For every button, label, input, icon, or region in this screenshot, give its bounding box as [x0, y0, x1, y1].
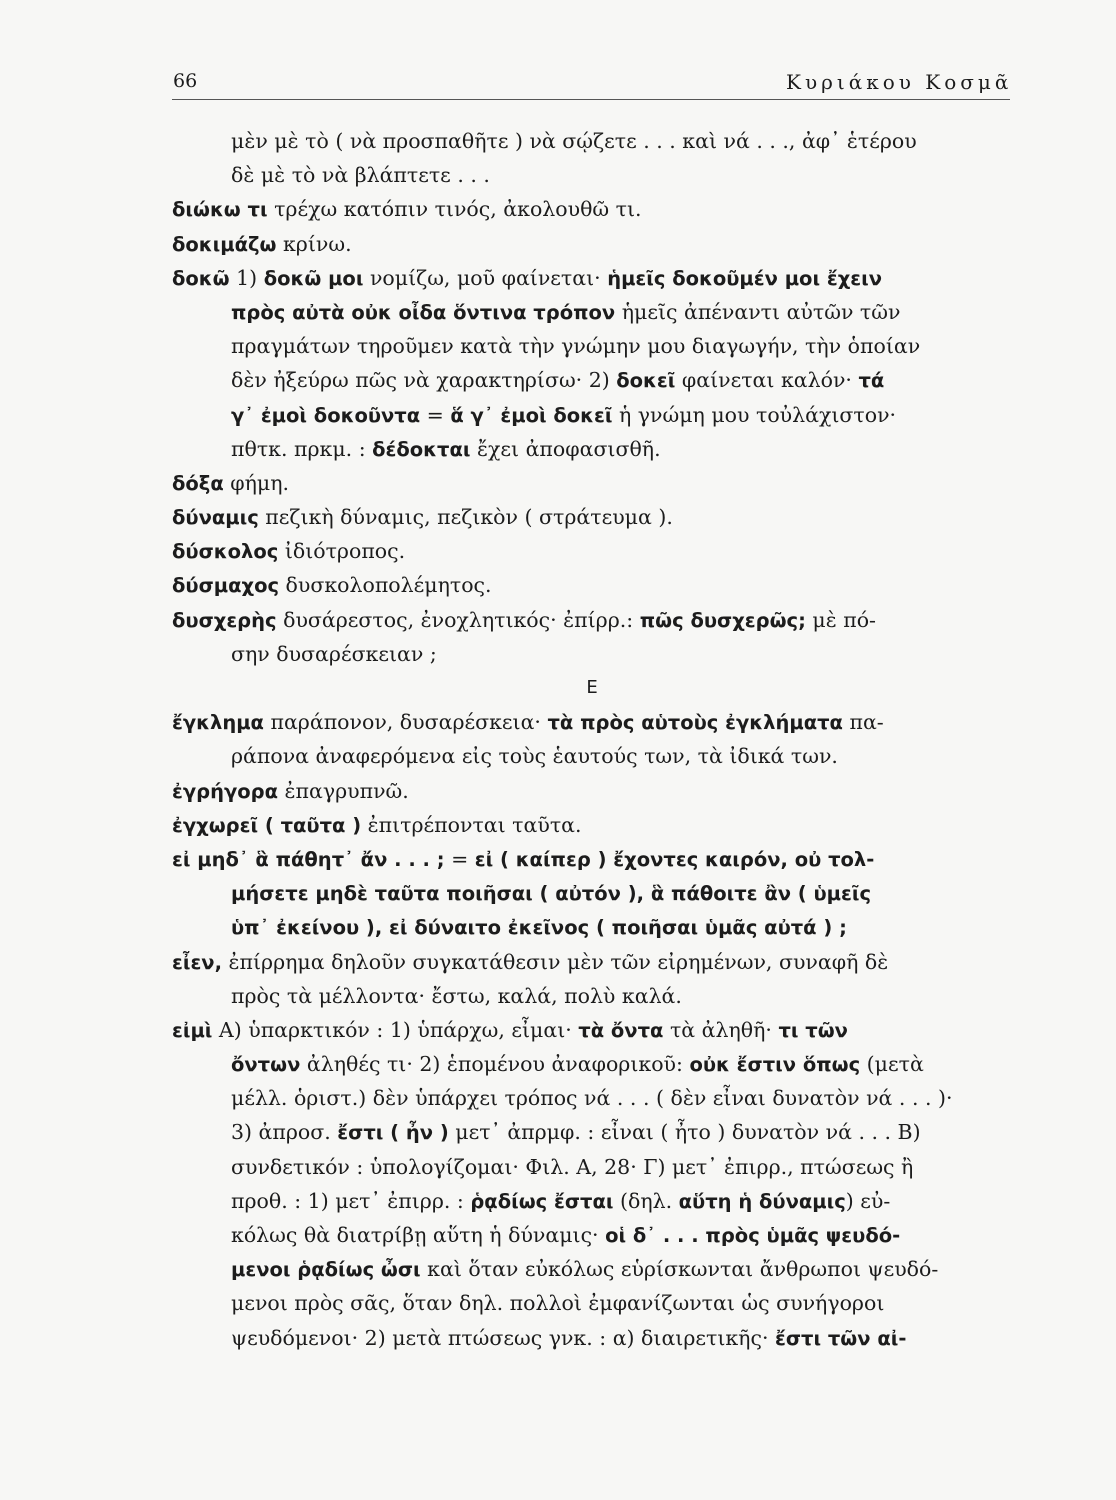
text-line: [172, 876, 1012, 910]
text-line: [172, 1047, 1012, 1081]
gloss-text: =: [444, 846, 475, 871]
phrase: αὕτη ἡ δύναμις: [678, 1189, 846, 1213]
text-line: [172, 1252, 1012, 1286]
phrase: ἡμεῖς δοκοῦμέν μοι ἔχειν: [607, 266, 883, 290]
text-line: [172, 466, 1012, 500]
page-number: 66: [173, 70, 198, 92]
text-line: [172, 979, 1012, 1013]
text-line: [172, 671, 1012, 705]
gloss-text: μετ᾽ ἀπρμφ. : εἶναι ( ἦτο ) δυνατὸν νά . . . Β): [448, 1120, 921, 1145]
gloss-text: πα-: [842, 710, 884, 735]
gloss-text: ράπονα ἀναφερόμενα εἰς τοὺς ἑαυτούς των, τὰ ἰδικά των.: [231, 744, 838, 769]
headword: δύναμις: [172, 506, 259, 530]
phrase: δέδοκται: [372, 437, 471, 461]
gloss-text: πραγμάτων τηροῦμεν κατὰ τὴν γνώμην μου διαγωγήν, τὴν ὁποίαν: [231, 334, 921, 359]
phrase: δοκεῖ: [616, 369, 676, 393]
phrase: πρὸς αὐτὰ οὐκ οἶδα ὅντινα τρόπον: [231, 300, 616, 324]
phrase: ὄντων: [231, 1053, 301, 1077]
gloss-text: δυσάρεστος, ἐνοχλητικός· ἐπίρρ.:: [276, 607, 640, 632]
gloss-text: φαίνεται καλόν·: [675, 368, 859, 393]
gloss-text: ἐπίρρημα δηλοῦν συγκατάθεσιν μὲν τῶν εἰρημένων, συναφῆ δὲ: [222, 949, 889, 974]
phrase: οὐκ ἔστιν ὅπως: [689, 1053, 861, 1077]
text-line: [172, 603, 1012, 637]
text-line: [172, 329, 1012, 363]
phrase: δοκῶ μοι: [263, 266, 364, 290]
gloss-text: πεζικὴ δύναμις, πεζικὸν ( στράτευμα ).: [258, 505, 673, 530]
headword: δόξα: [172, 471, 224, 495]
text-line: [172, 500, 1012, 534]
headword: ἐγχωρεῖ ( ταῦτα ): [172, 813, 362, 837]
gloss-text: πθτκ. πρκμ. :: [231, 436, 373, 461]
gloss-text: μὲ πό-: [805, 607, 876, 632]
text-line: [172, 295, 1012, 329]
text-line: [172, 808, 1012, 842]
text-line: [172, 1286, 1012, 1320]
header-rule: [172, 99, 1010, 100]
text-line: [172, 1150, 1012, 1184]
gloss-text: προθ. : 1) μετ᾽ ἐπιρρ. :: [231, 1188, 471, 1213]
gloss-text: καὶ ὅταν εὐκόλως εὑρίσκωνται ἄνθρωποι ψευδό-: [420, 1257, 939, 1282]
gloss-text: 1): [229, 265, 264, 290]
gloss-text: ἀληθές τι· 2) ἑπομένου ἀναφορικοῦ:: [300, 1052, 690, 1077]
text-line: [172, 1184, 1012, 1218]
headword: εἰμὶ: [172, 1018, 213, 1042]
gloss-text: ) εὐ-: [845, 1188, 891, 1213]
phrase: ὑπ᾽ ἐκείνου ), εἰ δύναιτο ἐκεῖνος ( ποιῆσαι ὑμᾶς αὐτά ) ;: [231, 916, 847, 940]
headword: εἶεν,: [172, 950, 222, 974]
gloss-text: συνδετικόν : ὑπολογίζομαι· Φιλ. Α, 28· Γ) μετ᾽ ἐπιρρ., πτώσεως ἢ: [231, 1154, 914, 1179]
headword: δοκῶ: [172, 266, 230, 290]
section-letter: Ε: [586, 677, 598, 698]
gloss-text: ἰδιότροπος.: [278, 539, 406, 564]
phrase: μενοι ῥᾳδίως ὦσι: [231, 1258, 421, 1282]
gloss-text: σην δυσαρέσκειαν ;: [231, 641, 437, 666]
text-line: [172, 568, 1012, 602]
headword: δοκιμάζω: [172, 232, 277, 256]
headword: δυσχερὴς: [172, 608, 277, 632]
gloss-text: (μετὰ: [860, 1052, 924, 1077]
gloss-text: κόλως θὰ διατρίβῃ αὕτη ἡ δύναμις·: [231, 1223, 606, 1247]
text-line: [172, 398, 1012, 432]
text-line: [172, 124, 1012, 158]
running-title: Κυριάκου Κοσμᾶ: [786, 70, 1013, 94]
gloss-text: Α) ὑπαρκτικόν : 1) ὑπάρχω, εἶμαι·: [212, 1017, 579, 1042]
text-line: [172, 637, 1012, 671]
gloss-text: δὲν ἠξεύρω πῶς νὰ χαρακτηρίσω· 2): [231, 368, 617, 393]
phrase: γ᾽ ἐμοὶ δοκοῦντα: [231, 403, 421, 427]
text-line: [172, 739, 1012, 773]
gloss-text: τρέχω κατόπιν τινός, ἀκολουθῶ τι.: [267, 197, 642, 222]
gloss-text: νομίζω, μοῦ φαίνεται·: [363, 265, 608, 290]
gloss-text: κρίνω.: [276, 231, 352, 256]
gloss-text: παράπονον, δυσαρέσκεια·: [263, 710, 548, 735]
headword: δύσκολος: [172, 540, 279, 564]
gloss-text: πρὸς τὰ μέλλοντα· ἔστω, καλά, πολὺ καλά.: [231, 983, 682, 1008]
text-line: [172, 432, 1012, 466]
gloss-text: φήμη.: [223, 470, 289, 495]
text-line: [172, 705, 1012, 739]
phrase: εἰ ( καίπερ ) ἔχοντες καιρόν, οὐ τολ-: [474, 847, 875, 871]
text-line: [172, 192, 1012, 226]
text-line: [172, 534, 1012, 568]
glossary-body: [172, 124, 1012, 1355]
text-line: [172, 1218, 1012, 1252]
gloss-text: δὲ μὲ τὸ νὰ βλάπτετε . . .: [231, 163, 490, 188]
gloss-text: μὲν μὲ τὸ ( νὰ προσπαθῆτε ) νὰ σῴζετε . . . καὶ νά . . ., ἀφ᾽ ἑτέρου: [231, 129, 917, 153]
text-line: [172, 363, 1012, 397]
gloss-text: ἐπιτρέπονται ταῦτα.: [361, 812, 582, 837]
phrase: μήσετε μηδὲ ταῦτα ποιῆσαι ( αὐτόν ), ἃ πάθοιτε ἂν ( ὑμεῖς: [231, 882, 872, 906]
text-line: [172, 1013, 1012, 1047]
headword: εἰ μηδ᾽ ἃ πάθητ᾽ ἄν . . . ;: [172, 847, 445, 871]
phrase: οἱ δ᾽ . . . πρὸς ὑμᾶς ψευδό-: [605, 1224, 901, 1247]
gloss-text: ἐπαγρυπνῶ.: [278, 778, 409, 803]
phrase: ἔστι ( ἦν ): [337, 1121, 449, 1145]
text-line: [172, 227, 1012, 261]
phrase: πῶς δυσχερῶς;: [639, 608, 806, 632]
headword: δύσμαχος: [172, 574, 280, 598]
phrase: ἔστι τῶν αἰ-: [774, 1326, 907, 1350]
phrase: τι τῶν: [778, 1018, 848, 1042]
text-line: [172, 842, 1012, 876]
gloss-text: ἡ γνώμη μου τοὐλάχιστον·: [612, 402, 897, 427]
gloss-text: (δηλ.: [613, 1188, 679, 1213]
gloss-text: τὰ ἀληθῆ·: [663, 1017, 779, 1042]
gloss-text: μενοι πρὸς σᾶς, ὅταν δηλ. πολλοὶ ἐμφανίζωνται ὡς συνήγοροι: [231, 1291, 885, 1316]
phrase: τὰ ὄντα: [578, 1018, 664, 1042]
text-line: [172, 1321, 1012, 1355]
text-line: [172, 158, 1012, 192]
gloss-text: ἡμεῖς ἀπέναντι αὐτῶν τῶν: [615, 299, 901, 324]
headword: ἐγρήγορα: [172, 779, 279, 803]
text-line: [172, 1115, 1012, 1149]
text-line: [172, 910, 1012, 944]
phrase: ἅ γ᾽ ἐμοὶ δοκεῖ: [450, 403, 613, 427]
gloss-text: 3) ἀπροσ.: [231, 1120, 338, 1145]
gloss-text: μέλλ. ὁριστ.) δὲν ὑπάρχει τρόπος νά . . . ( δὲν εἶναι δυνατὸν νά . . . )·: [231, 1086, 953, 1111]
text-line: [172, 774, 1012, 808]
gloss-text: ψευδόμενοι· 2) μετὰ πτώσεως γνκ. : α) διαιρετικῆς·: [231, 1325, 775, 1350]
phrase: τὰ πρὸς αὑτοὺς ἐγκλήματα: [547, 711, 843, 735]
text-line: [172, 261, 1012, 295]
text-line: [172, 1081, 1012, 1115]
gloss-text: ἔχει ἀποφασισθῆ.: [470, 436, 661, 461]
headword: ἔγκλημα: [172, 711, 264, 735]
phrase: ῥᾳδίως ἔσται: [470, 1189, 614, 1213]
phrase: τά: [858, 369, 885, 393]
gloss-text: δυσκολοπολέμητος.: [279, 573, 492, 598]
text-line: [172, 945, 1012, 979]
headword: διώκω τι: [172, 198, 268, 222]
gloss-text: =: [420, 402, 451, 427]
